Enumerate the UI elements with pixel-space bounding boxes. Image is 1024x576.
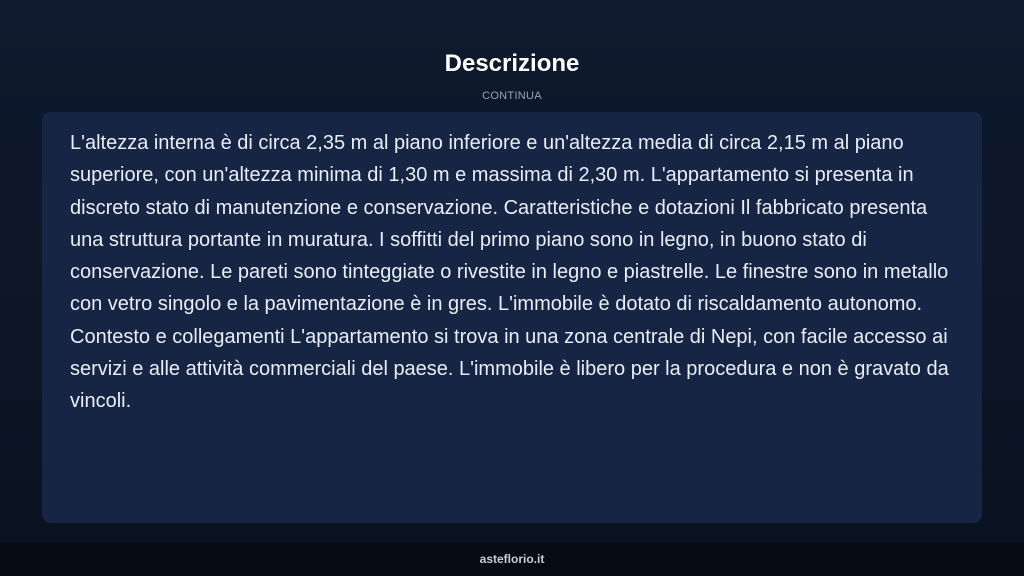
page-title: Descrizione [444, 50, 580, 77]
footer-bar [0, 543, 1024, 576]
continue-label: CONTINUA [482, 90, 542, 102]
page-header [0, 50, 1024, 102]
site-name: asteflorio.it [479, 552, 545, 566]
description-text: L'altezza interna è di circa 2,35 m al piano inferiore e un'altezza media di circa 2,15 m al piano superiore, con un'altezza minima di 1,30 m e massima di 2,30 m. L'appartamento si presenta in discreto stato di manutenzione e conservazione. Caratteristiche e dotazioni Il fabbricato presenta una struttura portante in muratura. I soffitti del primo piano sono in legno, in buono stato di conservazione. Le pareti sono tinteggiate o rivestite in legno e piastrelle. Le finestre sono in metallo con vetro singolo e la pavimentazione è in gres. L'immobile è dotato di riscaldamento autonomo. Contesto e collegamenti L'appartamento si trova in una zona centrale di Nepi, con facile accesso ai servizi e alle attività commerciali del paese. L'immobile è libero per la procedura e non è gravato da vincoli. [70, 132, 949, 413]
description-card [42, 112, 982, 523]
